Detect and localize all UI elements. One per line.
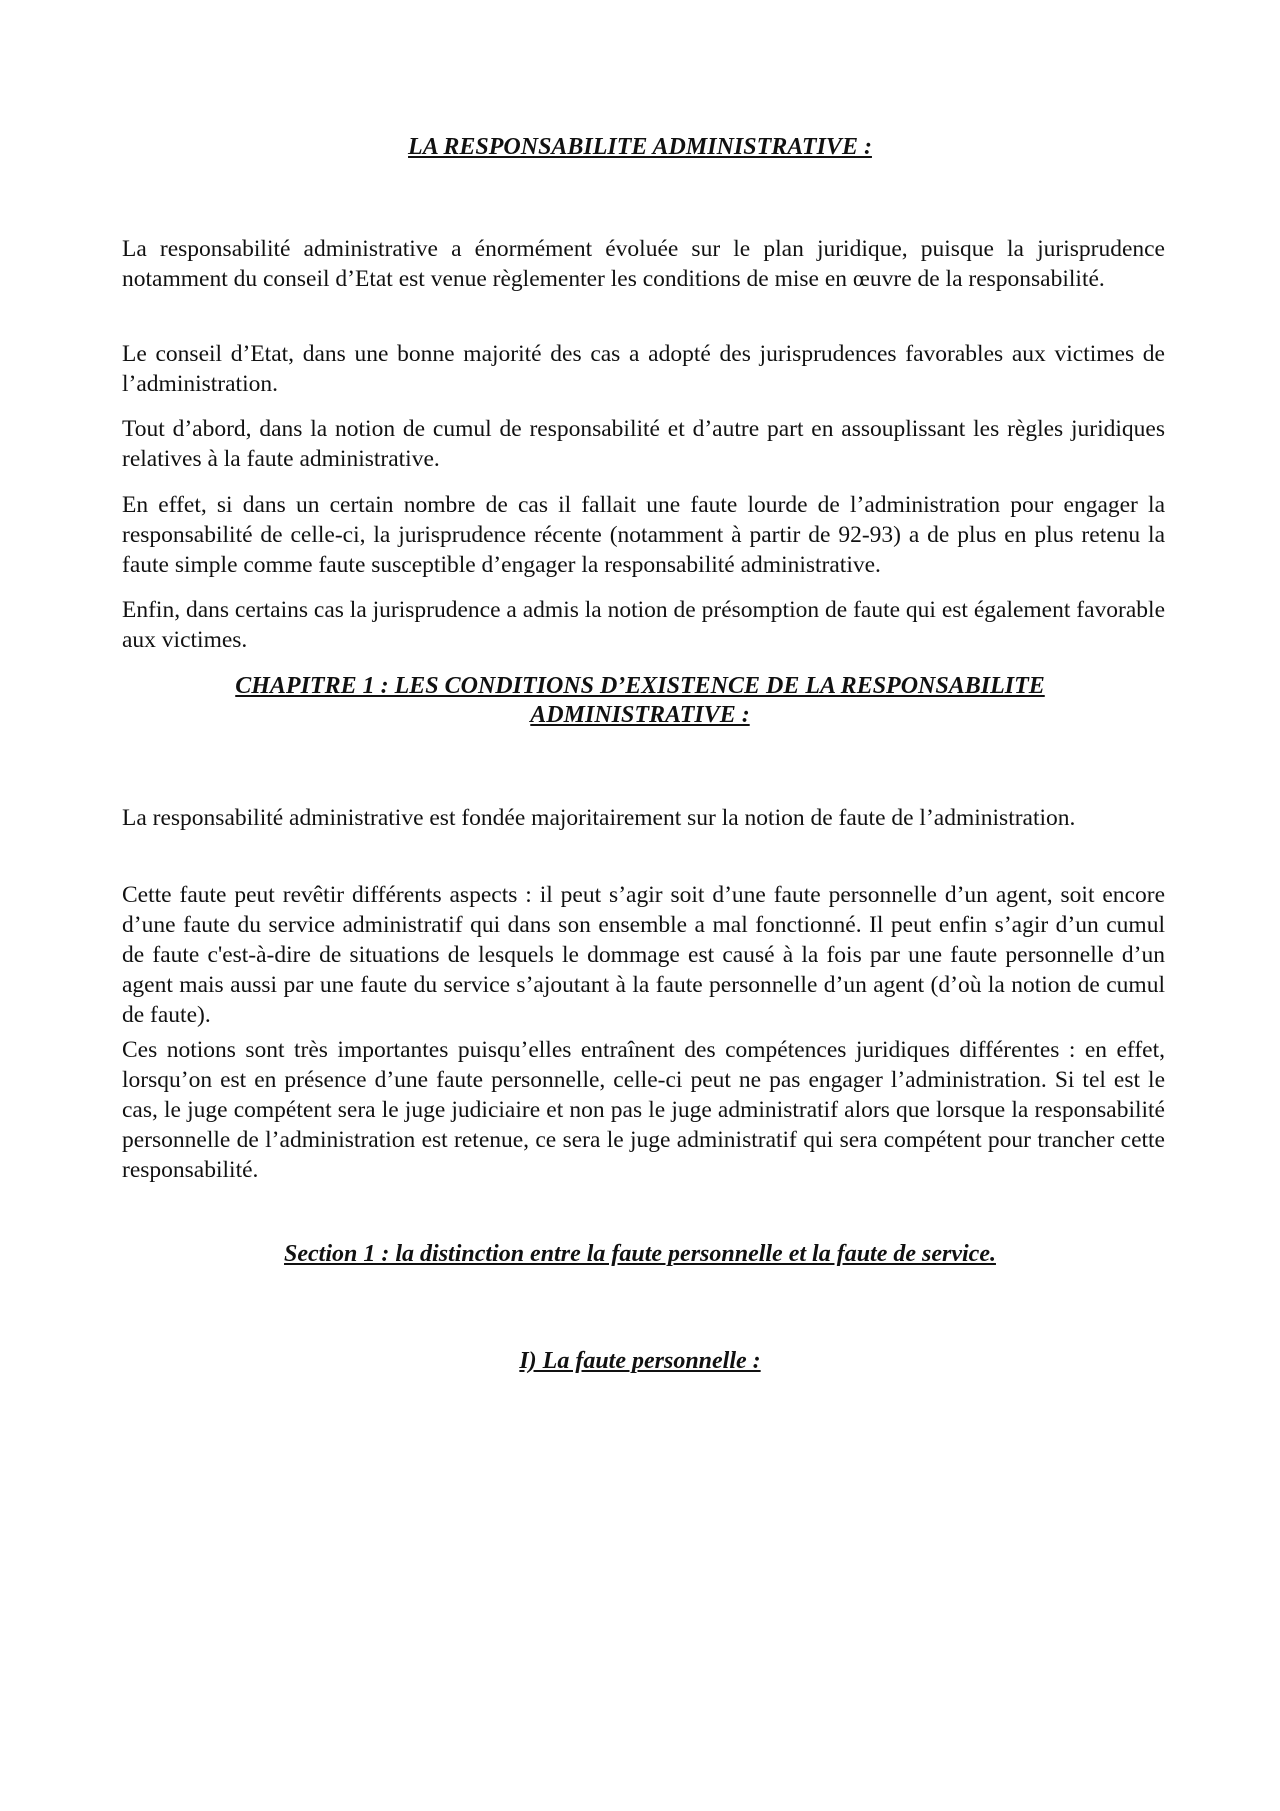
- intro-paragraph-5: Enfin, dans certains cas la jurisprudence a admis la notion de présomption de faute qui est également favorable aux victimes.: [122, 597, 1165, 653]
- intro-paragraph-3: Tout d’abord, dans la notion de cumul de responsabilité et d’autre part en assouplissant les règles juridiques relatives à la faute administrative.: [122, 416, 1165, 472]
- main-title: LA RESPONSABILITE ADMINISTRATIVE :: [408, 134, 872, 160]
- intro-paragraph-4: En effet, si dans un certain nombre de cas il fallait une faute lourde de l’administration pour engager la responsabilité de celle-ci, la jurisprudence récente (notamment à partir de 92-93) a de plus en plus retenu la faute simple comme faute susceptible d’engager la responsabilité administrative.: [122, 492, 1165, 578]
- chapter-paragraph-3: Ces notions sont très importantes puisqu’elles entraînent des compétences juridiques différentes : en effet, lorsqu’on est en présence d’une faute personnelle, celle-ci peut ne pas engager l’administration. Si tel est le cas, le juge compétent sera le juge judiciaire et non pas le juge administratif alors que lorsque la responsabilité personnelle de l’administration est retenue, ce sera le juge administratif qui sera compétent pour trancher cette responsabilité.: [122, 1037, 1165, 1183]
- intro-paragraph-1: La responsabilité administrative a énormément évoluée sur le plan juridique, puisque la jurisprudence notamment du conseil d’Etat est venue règlementer les conditions de mise en œuvre de la responsabilité.: [122, 236, 1165, 292]
- chapter-title-line-2: ADMINISTRATIVE :: [530, 702, 750, 728]
- subsection-title: I) La faute personnelle :: [519, 1348, 761, 1374]
- chapter-paragraph-1: La responsabilité administrative est fondée majoritairement sur la notion de faute de l’administration.: [122, 805, 1076, 831]
- section-title: Section 1 : la distinction entre la faute personnelle et la faute de service.: [284, 1241, 996, 1267]
- chapter-paragraph-2: Cette faute peut revêtir différents aspects : il peut s’agir soit d’une faute personnelle d’un agent, soit encore d’une faute du service administratif qui dans son ensemble a mal fonctionné. Il peut enfin s’agir d’un cumul de faute c'est-à-dire de situations de lesquels le dommage est causé à la fois par une faute personnelle d’un agent mais aussi par une faute du service s’ajoutant à la faute personnelle d’un agent (d’où la notion de cumul de faute).: [122, 882, 1165, 1028]
- intro-paragraph-2: Le conseil d’Etat, dans une bonne majorité des cas a adopté des jurisprudences favorables aux victimes de l’administration.: [122, 341, 1165, 397]
- chapter-title-line-1: CHAPITRE 1 : LES CONDITIONS D’EXISTENCE DE LA RESPONSABILITE: [235, 673, 1045, 699]
